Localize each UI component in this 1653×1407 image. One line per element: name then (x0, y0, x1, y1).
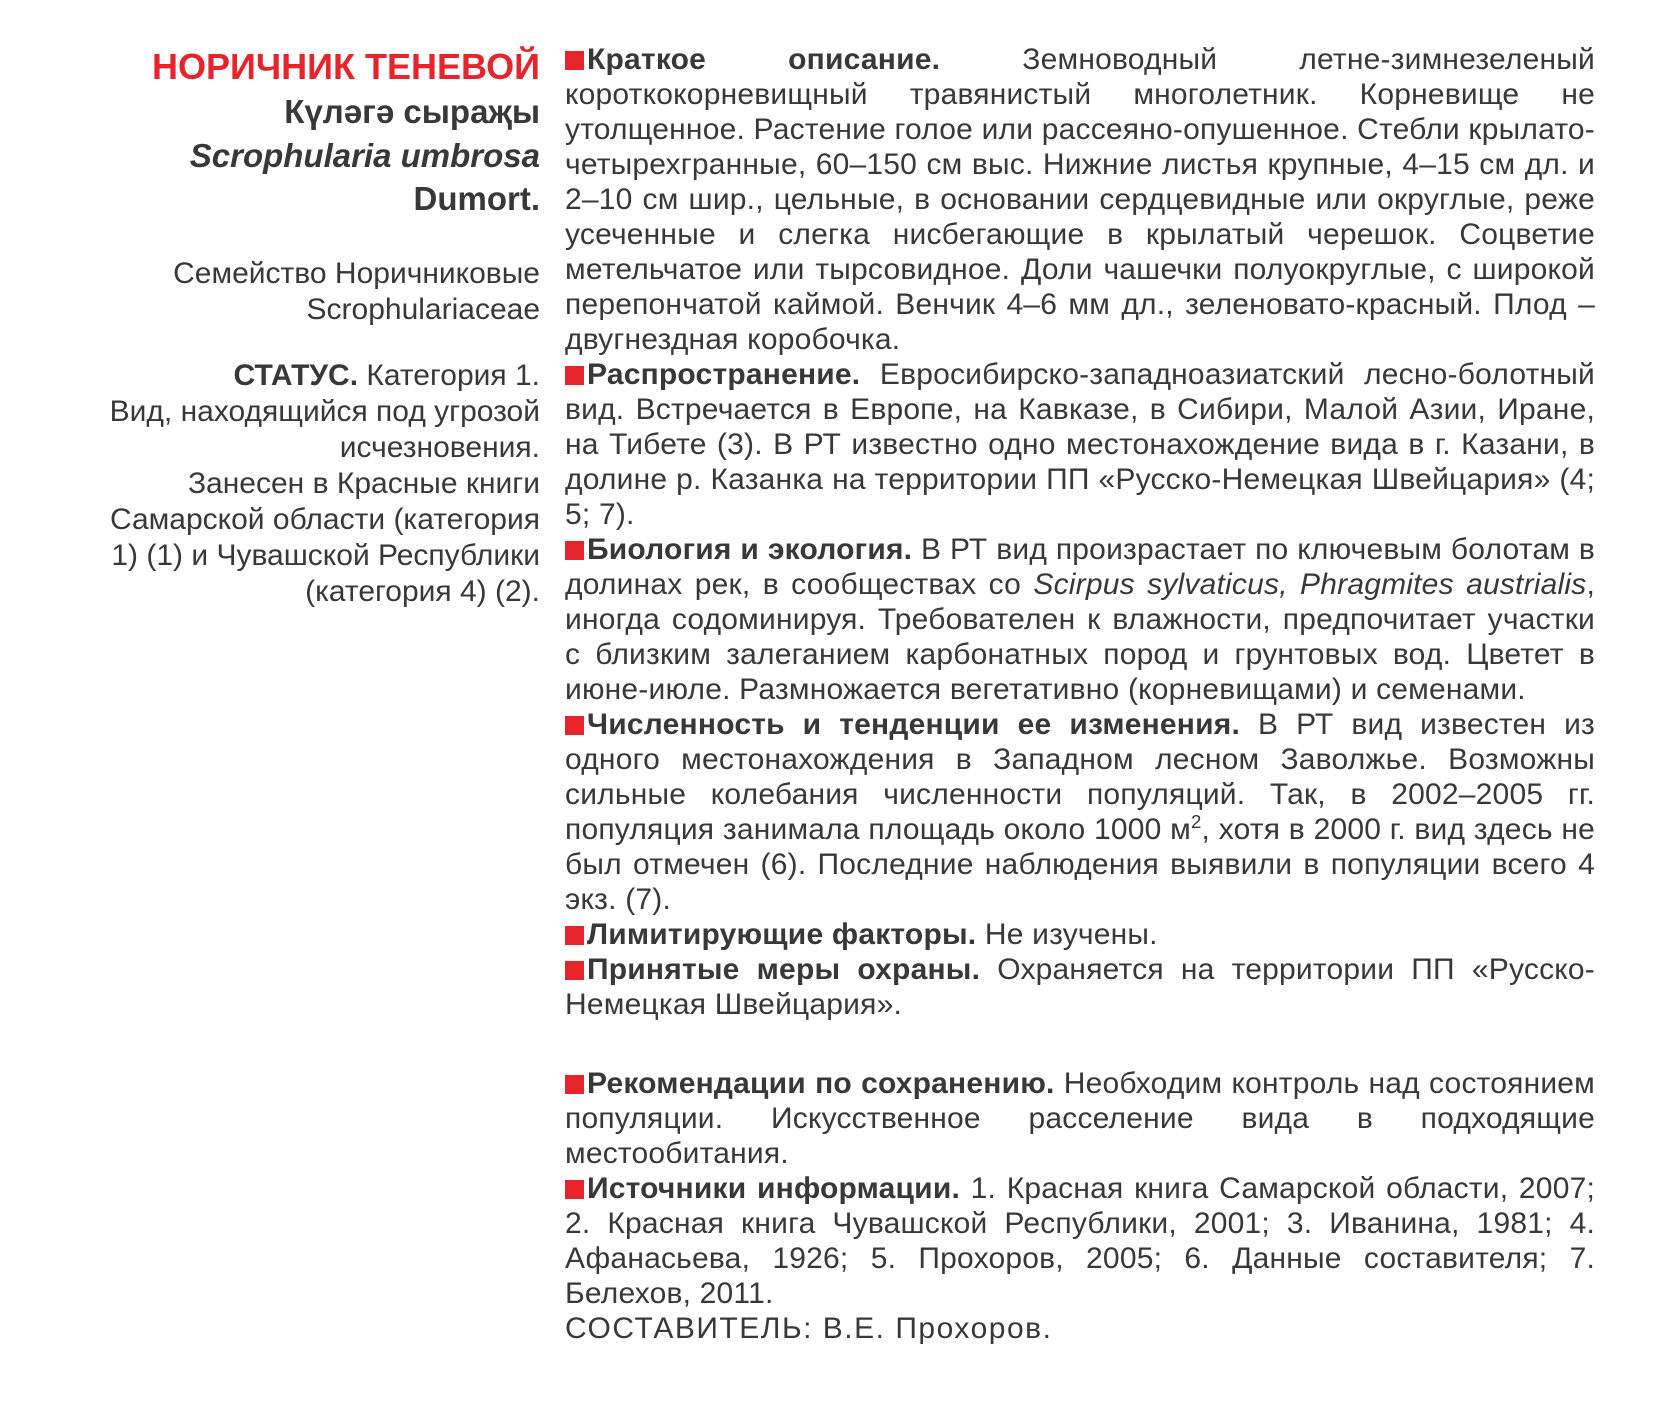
status-threat-text: Вид, находящийся под угрозой исчезновения. (109, 395, 540, 464)
article-heading-protection-measures: Принятые меры охраны. (587, 953, 981, 986)
species-article-column (565, 42, 1595, 1346)
article-heading-limiting-factors: Лимитирующие факторы. (587, 918, 977, 951)
family-block (88, 256, 540, 328)
article-compiler (565, 1311, 1595, 1346)
red-square-bullet-icon (565, 1180, 584, 1199)
article-heading-distribution: Распространение. (587, 358, 861, 391)
red-square-bullet-icon (565, 541, 584, 560)
species-name-tatar: Күләгә сыраҗы (284, 93, 540, 130)
article-text-biology-ecology-1: Scirpus sylvaticus, Phragmites austrialis (1033, 568, 1587, 601)
family-name-latin: Scrophulariaceae (306, 293, 540, 326)
article-limiting-factors (565, 917, 1595, 952)
red-square-bullet-icon (565, 366, 584, 385)
article-population-trends (565, 707, 1595, 917)
article-text-population-trends-1: 2 (1191, 811, 1202, 832)
article-text-information-sources-0: 1. Красная книга Самарской области, 2007; 2. Красная книга Чувашской Республики, 2001; 3. Иванина, 1981; 4. Афанасьева, 1926; 5. Прохоров, 2005; 6. Данные составителя; 7. Белехов, 2011. (565, 1172, 1595, 1310)
status-label: СТАТУС. (233, 359, 359, 392)
article-information-sources (565, 1171, 1595, 1311)
status-block (88, 358, 540, 610)
red-square-bullet-icon (565, 716, 584, 735)
article-text-protection-measures-0: Охраняется на территории ПП «Русско-Немецкая Швейцария». (565, 953, 1596, 1021)
article-text-population-trends-0: В РТ вид известен из одного местонахождения в Западном лесном Заволжье. Возможны сильные колебания численности популяций. Так, в 2002–2005 гг. популяция занимала площадь около 1000 м (565, 708, 1595, 846)
article-biology-ecology (565, 532, 1595, 707)
article-text-distribution-0: Евросибирско-западноазиатский лесно-болотный вид. Встречается в Европе, на Кавказе, в Сибири, Малой Азии, Иране, на Тибете (3). В РТ известно одно местонахождение вида в г. Казани, в долине р. Казанка на территории ПП «Русско-Немецкая Швейцария» (4; 5; 7). (565, 358, 1595, 531)
status-category: Категория 1. (358, 359, 540, 392)
species-author-abbrev: Dumort. (413, 180, 540, 217)
article-distribution (565, 357, 1595, 532)
family-name-ru: Семейство Норичниковые (173, 257, 540, 290)
article-conservation-recommendations (565, 1066, 1595, 1171)
species-header-column (88, 44, 540, 610)
article-text-compiler-0: СОСТАВИТЕЛЬ: В.Е. Прохоров. (565, 1312, 1053, 1345)
article-text-limiting-factors-0: Не изучены. (976, 918, 1158, 951)
article-heading-conservation-recommendations: Рекомендации по сохранению. (587, 1067, 1055, 1100)
article-text-population-trends-2: , хотя в 2000 г. вид здесь не был отмечен (6). Последние наблюдения выявили в популяции всего 4 экз. (7). (565, 813, 1596, 916)
status-line-category (88, 358, 540, 394)
red-square-bullet-icon (565, 926, 584, 945)
article-heading-information-sources: Источники информации. (587, 1172, 961, 1205)
red-square-bullet-icon (565, 961, 584, 980)
article-text-biology-ecology-2: , иногда содоминируя. Требователен к влажности, предпочитает участки с близким залеганием карбонатных пород и грунтовых вод. Цветет в июне-июле. Размножается вегетативно (корневищами) и семенами. (565, 568, 1596, 706)
article-heading-population-trends: Численность и тенденции ее изменения. (587, 708, 1241, 741)
species-title-ru: НОРИЧНИК ТЕНЕВОЙ (151, 46, 540, 87)
article-short-description (565, 42, 1595, 357)
article-text-short-description-0: Земноводный летне-зимнезеленый короткокорневищный травянистый многолетник. Корневище не утолщенное. Растение голое или рассеяно-опушенное. Стебли крылато-четырехгранные, 60–150 см выс. Нижние листья крупные, 4–15 см дл. и 2–10 см шир., цельные, в основании сердцевидные или округлые, реже усеченные и слегка нисбегающие в крылатый черешок. Соцветие метельчатое или тырсовидное. Доли чашечки полуокруглые, с широкой перепончатой каймой. Венчик 4–6 мм дл., зеленовато-красный. Плод – двугнездная коробочка. (565, 43, 1595, 356)
article-heading-biology-ecology: Биология и экология. (587, 533, 913, 566)
article-text-biology-ecology-0: В РТ вид произрастает по ключевым болотам в долинах рек, в сообществах со (565, 533, 1596, 601)
red-square-bullet-icon (565, 51, 584, 70)
article-heading-short-description: Краткое описание. (587, 43, 941, 76)
species-name-latin: Scrophularia umbrosa (189, 137, 540, 174)
article-text-conservation-recommendations-0: Необходим контроль над состоянием популяции. Искусственное расселение вида в подходящие местообитания. (565, 1067, 1596, 1170)
red-square-bullet-icon (565, 1075, 584, 1094)
status-redbooks-text: Занесен в Красные книги Самарской области (категория 1) (1) и Чувашской Республики (категория 4) (2). (109, 467, 540, 608)
article-protection-measures (565, 952, 1595, 1022)
